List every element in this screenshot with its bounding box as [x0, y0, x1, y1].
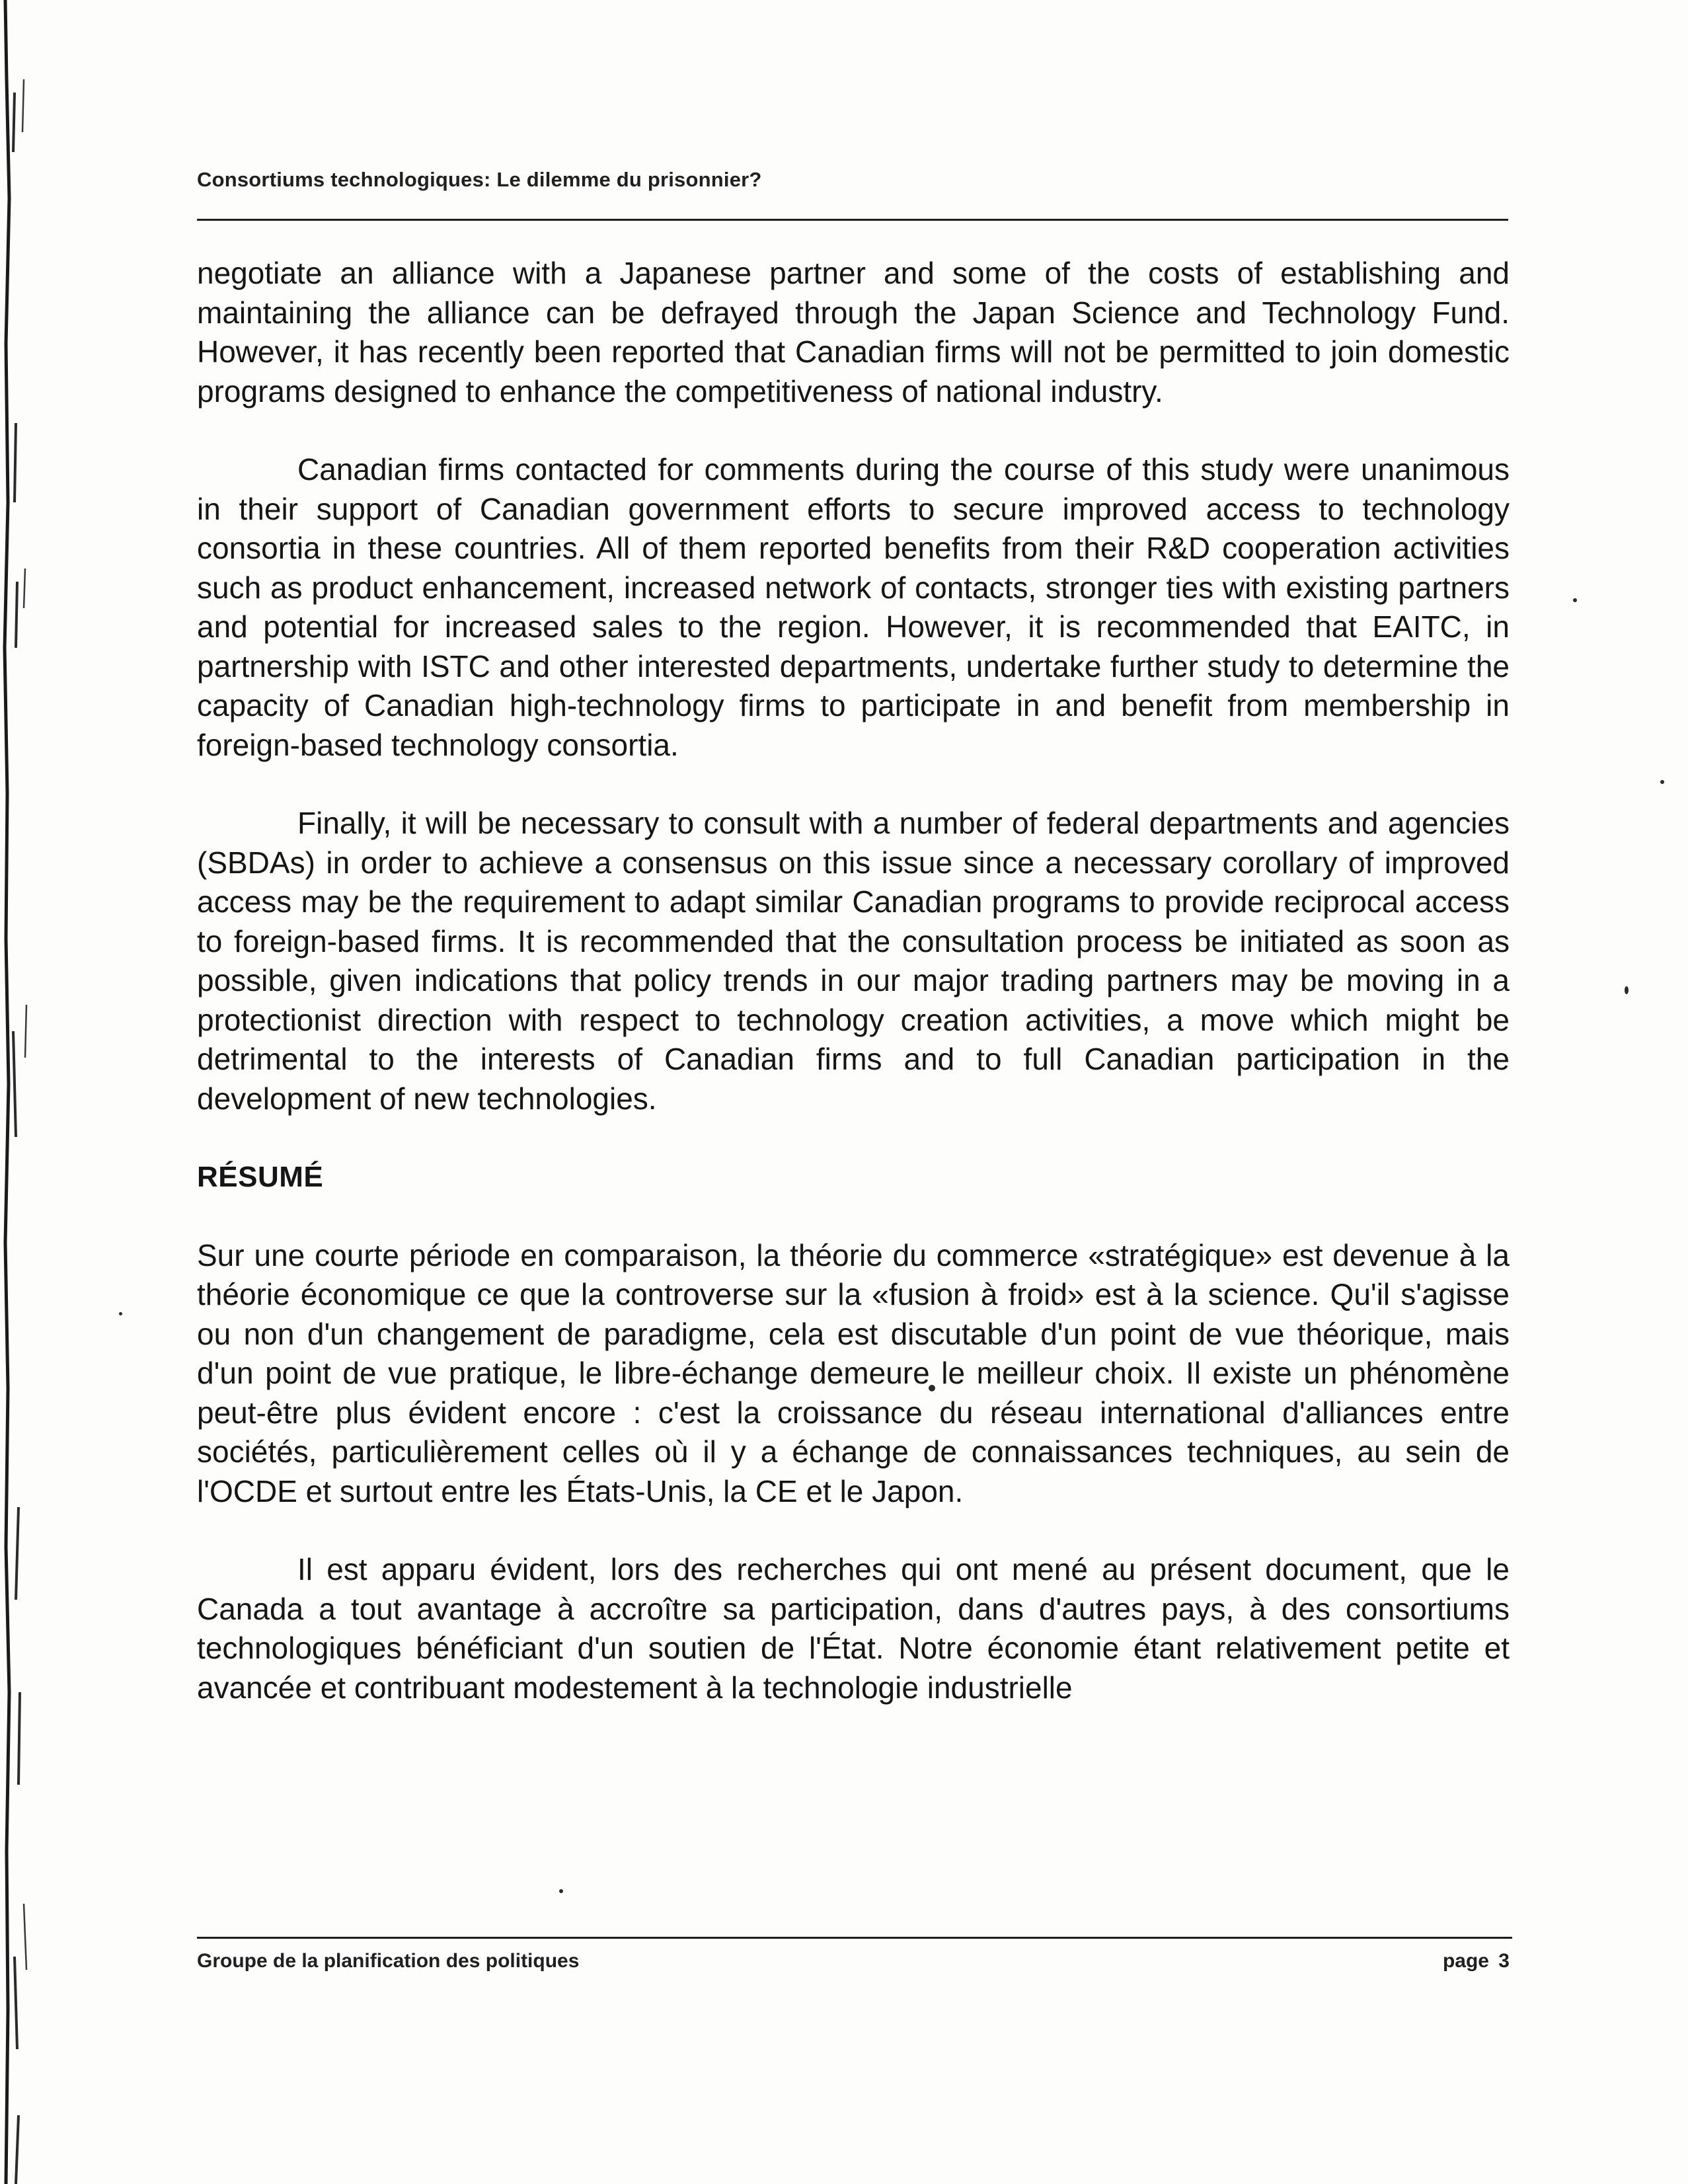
footer-rule — [197, 1937, 1512, 1939]
scan-speck — [1573, 598, 1577, 602]
header-rule — [197, 219, 1508, 221]
scan-binding-edge — [0, 0, 46, 2184]
running-header: Consortiums technologiques: Le dilemme du prisonnier? — [197, 168, 762, 191]
paragraph-canadian-firms: Canadian firms contacted for comments during the course of this study were unanimous in their support of Canadian government efforts to secure improved access to technology consortia in these countries. All of them reported benefits from their R&D cooperation activities such as product enhancement, increased network of contacts, stronger ties with existing partners and potential for increased sales to the region. However, it is recommended that EAITC, in partnership with ISTC and other interested departments, undertake further study to determine the capacity of Canadian high-technology firms to participate in and benefit from membership in foreign-based technology consortia. — [197, 452, 1510, 762]
scan-speck — [119, 1312, 122, 1315]
paragraph-resume-canada: Il est apparu évident, lors des recherches qui ont mené au présent document, que le Canada a tout avantage à accroître sa participation, dans d'autres pays, à des consortiums technologiques bénéficiant d'un soutien de l'État. Notre économie étant relativement petite et avancée et contribuant modestement à la technologie industrielle — [197, 1552, 1510, 1705]
paragraph-continuation: negotiate an alliance with a Japanese partner and some of the costs of establishing and maintaining the alliance can be defrayed through the Japan Science and Technology Fund. However, it has recently been reported that Canadian firms will not be permitted to join domestic programs designed to enhance the competitiveness of national industry. — [197, 256, 1510, 409]
footer-page-number: page 3 — [1442, 1950, 1510, 1972]
footer-organization: Groupe de la planification des politiques — [197, 1950, 580, 1972]
scan-speck — [559, 1889, 563, 1893]
scan-speck — [1660, 780, 1664, 784]
body-text — [197, 254, 1510, 1746]
section-heading-resume: RÉSUMÉ — [197, 1161, 324, 1193]
paragraph-resume-intro: Sur une courte période en comparaison, la théorie du commerce «stratégique» est devenue à la théorie économique ce que la controverse sur la «fusion à froid» est à la science. Qu'il s'agisse ou non d'un changement de paradigme, cela est discutable d'un point de vue théorique, mais d'un point de vue pratique, le libre-échange demeure le meilleur choix. Il existe un phénomène peut-être plus évident encore : c'est la croissance du réseau international d'alliances entre sociétés, particulièrement celles où il y a échange de connaissances techniques, au sein de l'OCDE et surtout entre les États-Unis, la CE et le Japon. — [197, 1237, 1510, 1508]
scan-speck — [1625, 986, 1629, 994]
paragraph-consultation: Finally, it will be necessary to consult with a number of federal departments and agencies (SBDAs) in order to achieve a consensus on this issue since a necessary corollary of improved access may be the requirement to adapt similar Canadian programs to provide reciprocal access to foreign-based firms. It is recommended that the consultation process be initiated as soon as possible, given indications that policy trends in our major trading partners may be moving in a protectionist direction with respect to technology creation activities, a move which might be detrimental to the interests of Canadian firms and to full Canadian participation in the development of new technologies. — [197, 806, 1510, 1116]
